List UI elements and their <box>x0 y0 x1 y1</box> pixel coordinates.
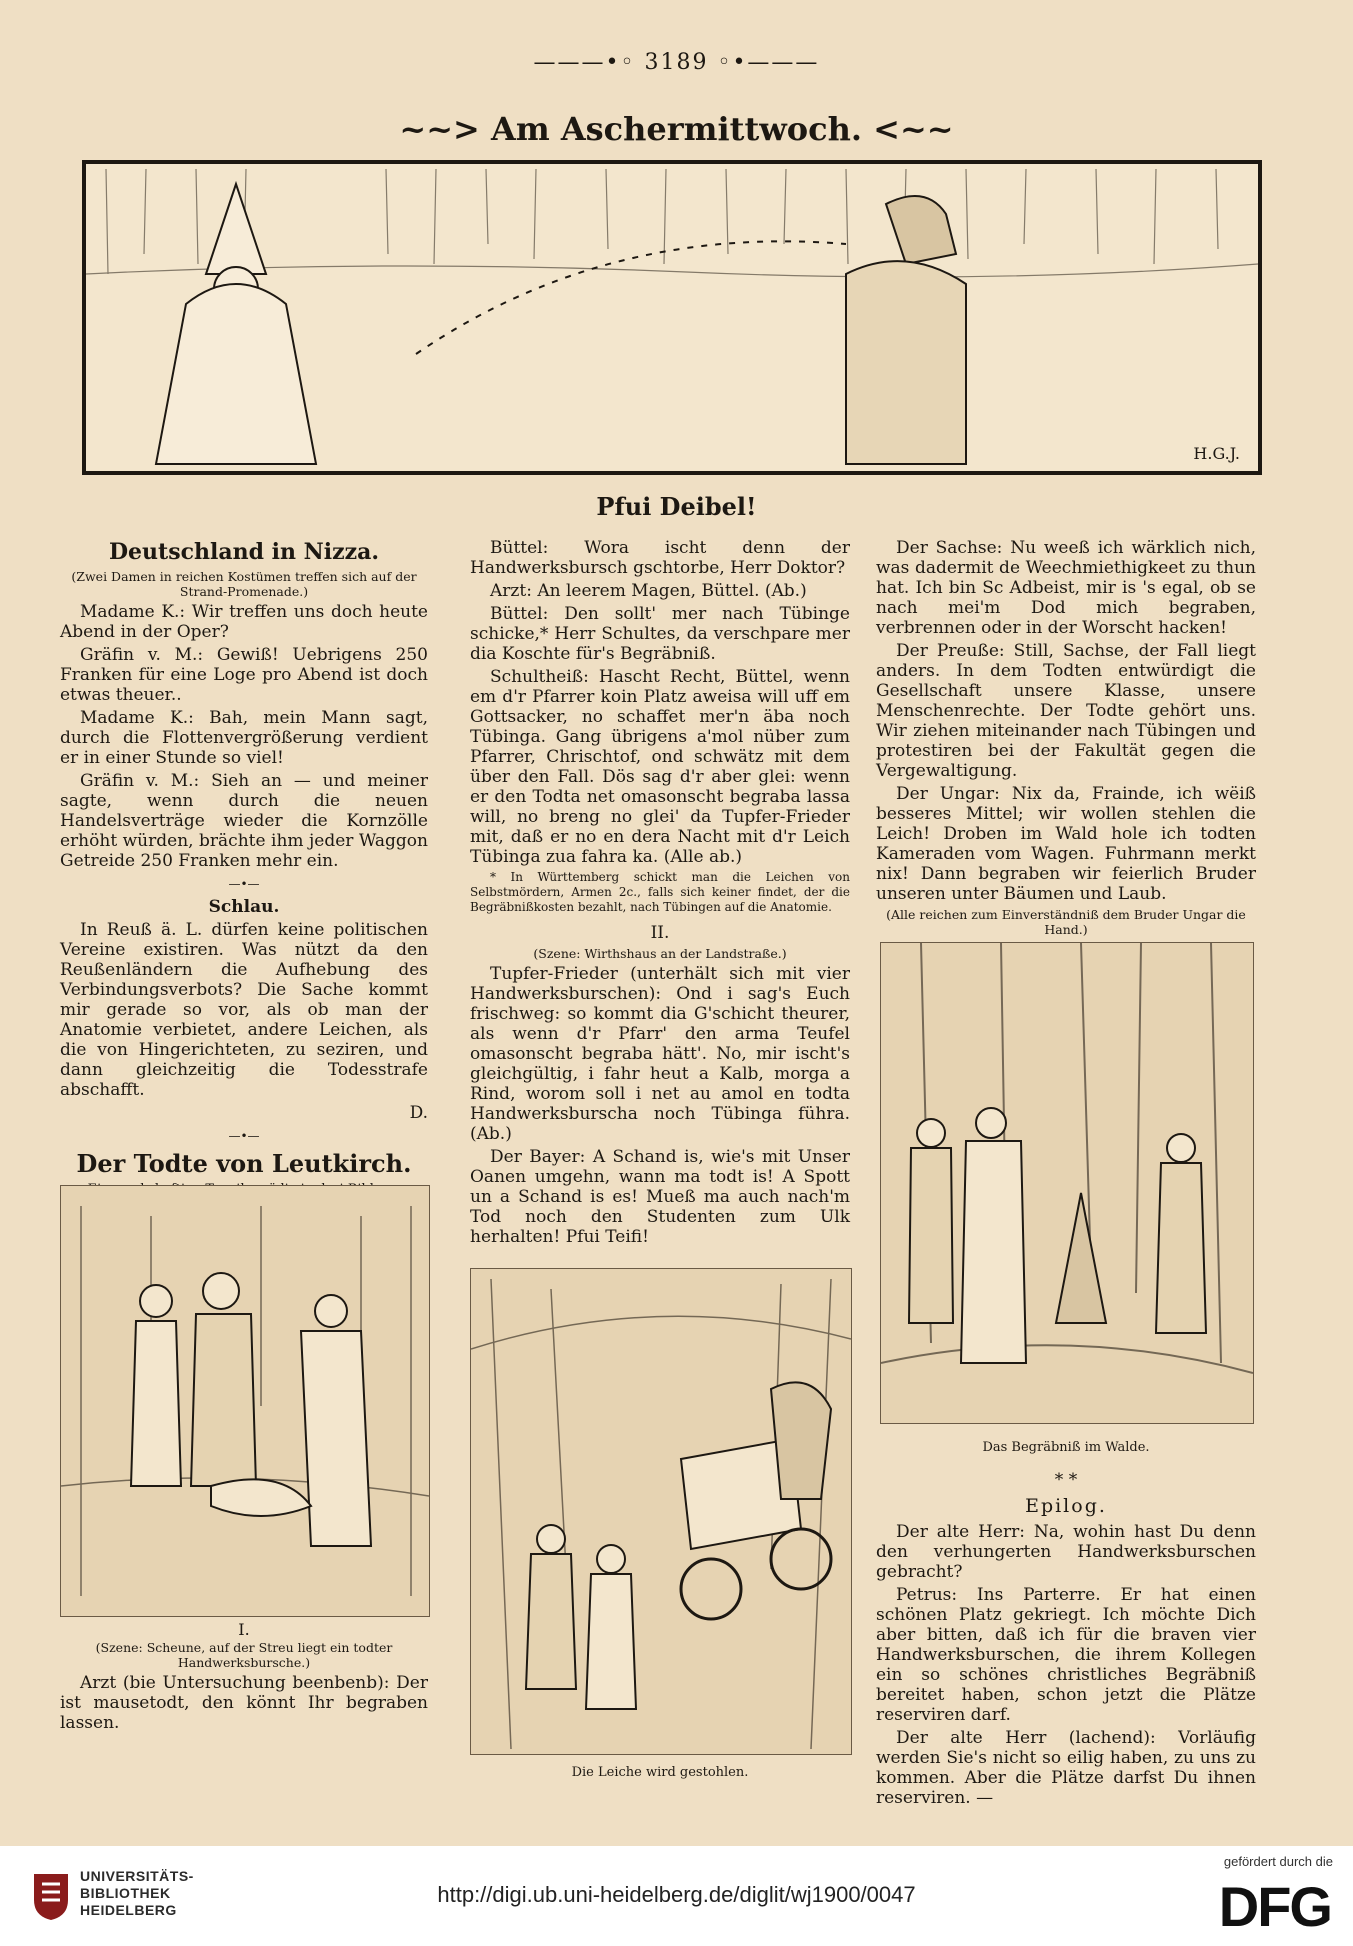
banner-caption: Pfui Deibel! <box>596 492 757 521</box>
section-number: II. <box>650 923 670 943</box>
paragraph: Arzt (bie Untersuchung beenbenb): Der ist mausetodt, den könnt Ihr begraben lassen. <box>60 1673 428 1733</box>
library-name: UNIVERSITÄTS- BIBLIOTHEK HEIDELBERG <box>80 1868 194 1918</box>
paragraph: Der Bayer: A Schand is, wie's mit Unser Oanen umgehn, wann ma todt is! A Spott un a Schand is es! Mueß ma auch nach'm Tod noch den Studenten zum Ulk herhalten! Pfui Teifi! <box>470 1147 850 1247</box>
paragraph: Gräfin v. M.: Sieh an — und meiner sagte, wenn durch die neuen Handelsverträge wieder die Kornzölle erhöht würden, brächte ihm jeder Waggon Getreide 250 Franken mehr ein. <box>60 771 428 871</box>
separator: —•— <box>228 1129 260 1143</box>
paragraph: Büttel: Den sollt' mer nach Tübinge schicke,* Herr Schultes, da verschpare mer dia Koschte für's Begräbniß. <box>470 604 850 664</box>
column-1-end <box>60 1640 428 1736</box>
article-heading-nizza: Deutschland in Nizza. <box>108 539 380 565</box>
illustration-barn <box>60 1185 430 1617</box>
paragraph: Gräfin v. M.: Gewiß! Uebrigens 250 Franken für eine Loge pro Abend ist doch etwas theuer.. <box>60 645 428 705</box>
page-number: ———•◦ 3189 ◦•——— <box>533 50 820 75</box>
footnote: * In Württemberg schickt man die Leichen von Selbstmördern, Armen 2c., falls sich keiner findet, der die Begräbnißkosten bezahlt, nach Tübingen auf die Anatomie. <box>470 870 850 914</box>
column-3 <box>876 538 1256 968</box>
paragraph: Der Sachse: Nu weeß ich wärklich nich, was dadermit de Weechmiethigkeet zu thun hat. Ich bin Sc Adbeist, mir is 's egal, ob se nach mei'm Dod mich begraben, verbrennen oder in der Worscht hacken! <box>876 538 1256 638</box>
illustration-forest-burial <box>880 942 1254 1424</box>
footer-bar <box>0 1846 1353 1946</box>
banner-illustration <box>82 160 1262 475</box>
column-2 <box>470 538 850 1250</box>
paragraph: Madame K.: Bah, mein Mann sagt, durch die Flottenvergrößerung verdient er in einer Stunde so viel! <box>60 708 428 768</box>
paragraph: Petrus: Ins Parterre. Er hat einen schönen Platz gekriegt. Ich möchte Dich aber bitten, daß ich für die braven vier Handwerksburschen, die ihrem Kollegen ein so schönes christliches Begräbniß bereitet haben, schon jetzt die Plätze reserviren darf. <box>876 1585 1256 1725</box>
paragraph: Der Ungar: Nix da, Frainde, ich wëiß besseres Mittel; wir wollen stehlen die Leich! Droben im Wald hole ich todten Kameraden vom Wagen. Fuhrmann merkt nix! Dann begraben wir feierlich Bruder unseren unter Bäumen und Laub. <box>876 784 1256 904</box>
paragraph: Tupfer-Frieder (unterhält sich mit vier Handwerksburschen): Ond i sag's Euch frischweg: so kommt dia G'schicht theurer, als wenn d'r Pfarr' den arma Teufel omasonscht begraba hätt'. No, mir ischt's gleichgültig, i fahr heut a Kalb, morga a Rind, worom soll i net au amol en todta Handwerksburscha noch Tübinga führa. (Ab.) <box>470 964 850 1144</box>
illustration-number: I. <box>238 1620 250 1639</box>
source-url[interactable]: http://digi.ub.uni-heidelberg.de/diglit/wj1900/0047 <box>437 1882 916 1907</box>
scene-note: (Szene: Scheune, auf der Streu liegt ein todter Handwerksbursche.) <box>95 1640 393 1670</box>
artist-signature: H.G.J. <box>1193 444 1240 463</box>
paragraph: Der alte Herr: Na, wohin hast Du denn den verhungerten Handwerksburschen gebracht? <box>876 1522 1256 1582</box>
author-signature: D. <box>409 1103 428 1123</box>
scene-note: (Szene: Wirthshaus an der Landstraße.) <box>533 946 787 961</box>
divider-stars: * * <box>1054 1470 1078 1490</box>
article-heading-leutkirch: Der Todte von Leutkirch. <box>76 1149 412 1178</box>
article-heading-schlau: Schlau. <box>208 897 280 917</box>
paragraph: Der alte Herr (lachend): Vorläufig werden Sie's nicht so eilig haben, zu uns zu kommen. Aber die Plätze darfst Du ihnen reserviren. — <box>876 1728 1256 1808</box>
separator: —•— <box>228 877 260 891</box>
scene-note: (Alle reichen zum Einverständniß dem Bruder Ungar die Hand.) <box>886 907 1246 937</box>
paragraph: Der Preuße: Still, Sachse, der Fall liegt anders. In dem Todten entwürdigt die Gesellschaft unsere Klasse, unsere Menschenrechte. Der Todte gehört uns. Wir ziehen miteinander nach Tübingen und protestiren bei der Fakultät gegen die Vergewaltigung. <box>876 641 1256 781</box>
funding-note: gefördert durch die <box>1223 1854 1333 1869</box>
column-3-end <box>876 1470 1256 1811</box>
illustration-stolen-corpse <box>470 1268 852 1755</box>
illustration-caption: Das Begräbniß im Walde. <box>982 1440 1150 1455</box>
scene-note: (Zwei Damen in reichen Kostümen treffen sich auf der Strand-Promenade.) <box>71 569 417 599</box>
epilog-heading: Epilog. <box>1025 1495 1107 1517</box>
paragraph: Madame K.: Wir treffen uns doch heute Abend in der Oper? <box>60 602 428 642</box>
dfg-logo: DFG <box>1218 1875 1331 1938</box>
column-1 <box>60 538 428 1218</box>
paragraph: In Reuß ä. L. dürfen keine politischen Vereine existiren. Was nützt da den Reußenländern die Aufhebung des Verbindungsverbots? Die Sache kommt mir gerade so vor, als ob man der Anatomie verbietet, andere Leichen, als die von Hingerichteten, zu seziren, und dann gleichzeitig die Todesstrafe abschafft. <box>60 920 428 1100</box>
page-title: ~~> Am Aschermittwoch. <~~ <box>399 110 954 148</box>
illustration-caption: Die Leiche wird gestohlen. <box>571 1765 749 1780</box>
paragraph: Arzt: An leerem Magen, Büttel. (Ab.) <box>490 581 807 601</box>
paragraph: Büttel: Wora ischt denn der Handwerksbursch gschtorbe, Herr Doktor? <box>470 538 850 578</box>
paragraph: Schultheiß: Hascht Recht, Büttel, wenn em d'r Pfarrer koin Platz aweisa will uff em Gottsacker, no schaffet mer'n äba noch Tübinga. Gang übrigens a'mol nüber zum Pfarrer, Chrischtof, ond schwätz mit dem über den Fall. Dös sag d'r aber glei: wenn er den Todta net omasonscht begraba lassa will, no breng no glei' da Tupfer-Frieder mit, daß er no en dera Nacht mit d'r Leich Tübinga zua fahra ka. (Alle ab.) <box>470 667 850 867</box>
